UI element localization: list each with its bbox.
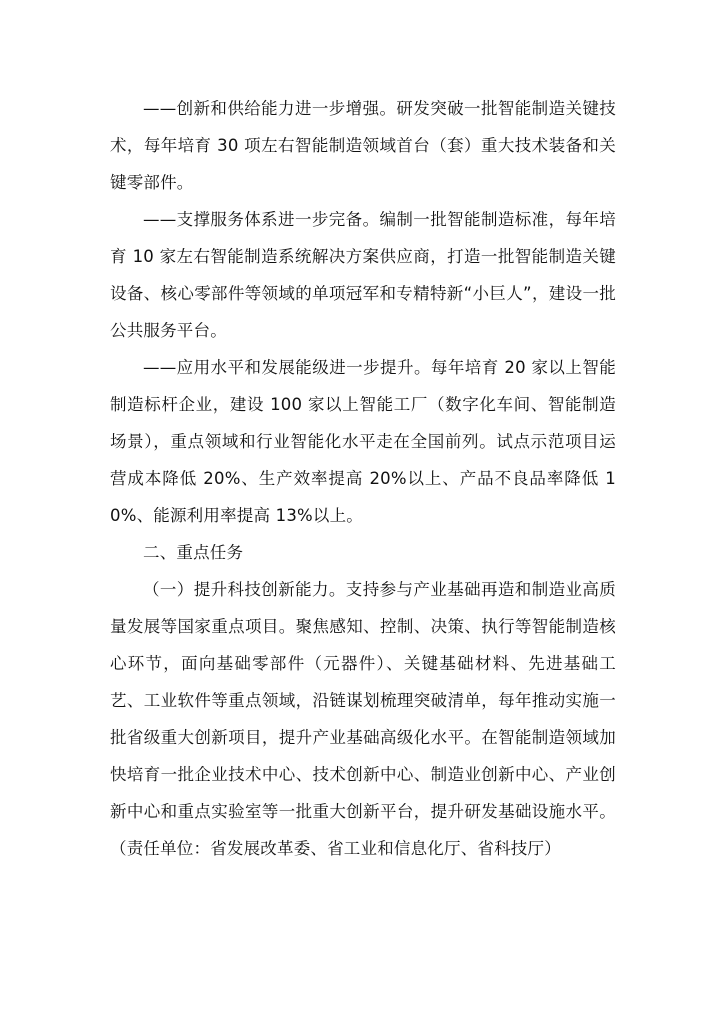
section-heading: 二、重点任务 [143,543,244,562]
goal-paragraph-service-system: ——支撑服务体系进一步完备。编制一批智能制造标准，每年培育 10 家左右智能制造系统解决方案供应商，打造一批智能制造关键设备、核心零部件等领域的单项冠军和专精特新“小巨人”，建设一批公共服务平台。 [110,210,616,340]
task-paragraph-tech-innovation: （一）提升科技创新能力。支持参与产业基础再造和制造业高质量发展等国家重点项目。聚焦感知、控制、决策、执行等智能制造核心环节，面向基础零部件（元器件）、关键基础材料、先进基础工艺、工业软件等重点领域，沿链谋划梳理突破清单，每年推动实施一批省级重大创新项目，提升产业基础高级化水平。在智能制造领域加快培育一批企业技术中心、技术创新中心、制造业创新中心、产业创新中心和重点实验室等一批重大创新平台，提升研发基础设施水平。（责任单位：省发展改革委、省工业和信息化厅、省科技厅） [110,580,616,858]
document-body [110,90,616,867]
goal-paragraph-innovation: ——创新和供给能力进一步增强。研发突破一批智能制造关键技术，每年培育 30 项左右智能制造领域首台（套）重大技术装备和关键零部件。 [110,99,616,192]
goal-paragraph-application-level: ——应用水平和发展能级进一步提升。每年培育 20 家以上智能制造标杆企业，建设 100 家以上智能工厂（数字化车间、智能制造场景），重点领域和行业智能化水平走在全国前列。试点示范项目运营成本降低 20%、生产效率提高 20%以上、产品不良品率降低 10%、能源利用率提高 13%以上。 [110,358,616,525]
